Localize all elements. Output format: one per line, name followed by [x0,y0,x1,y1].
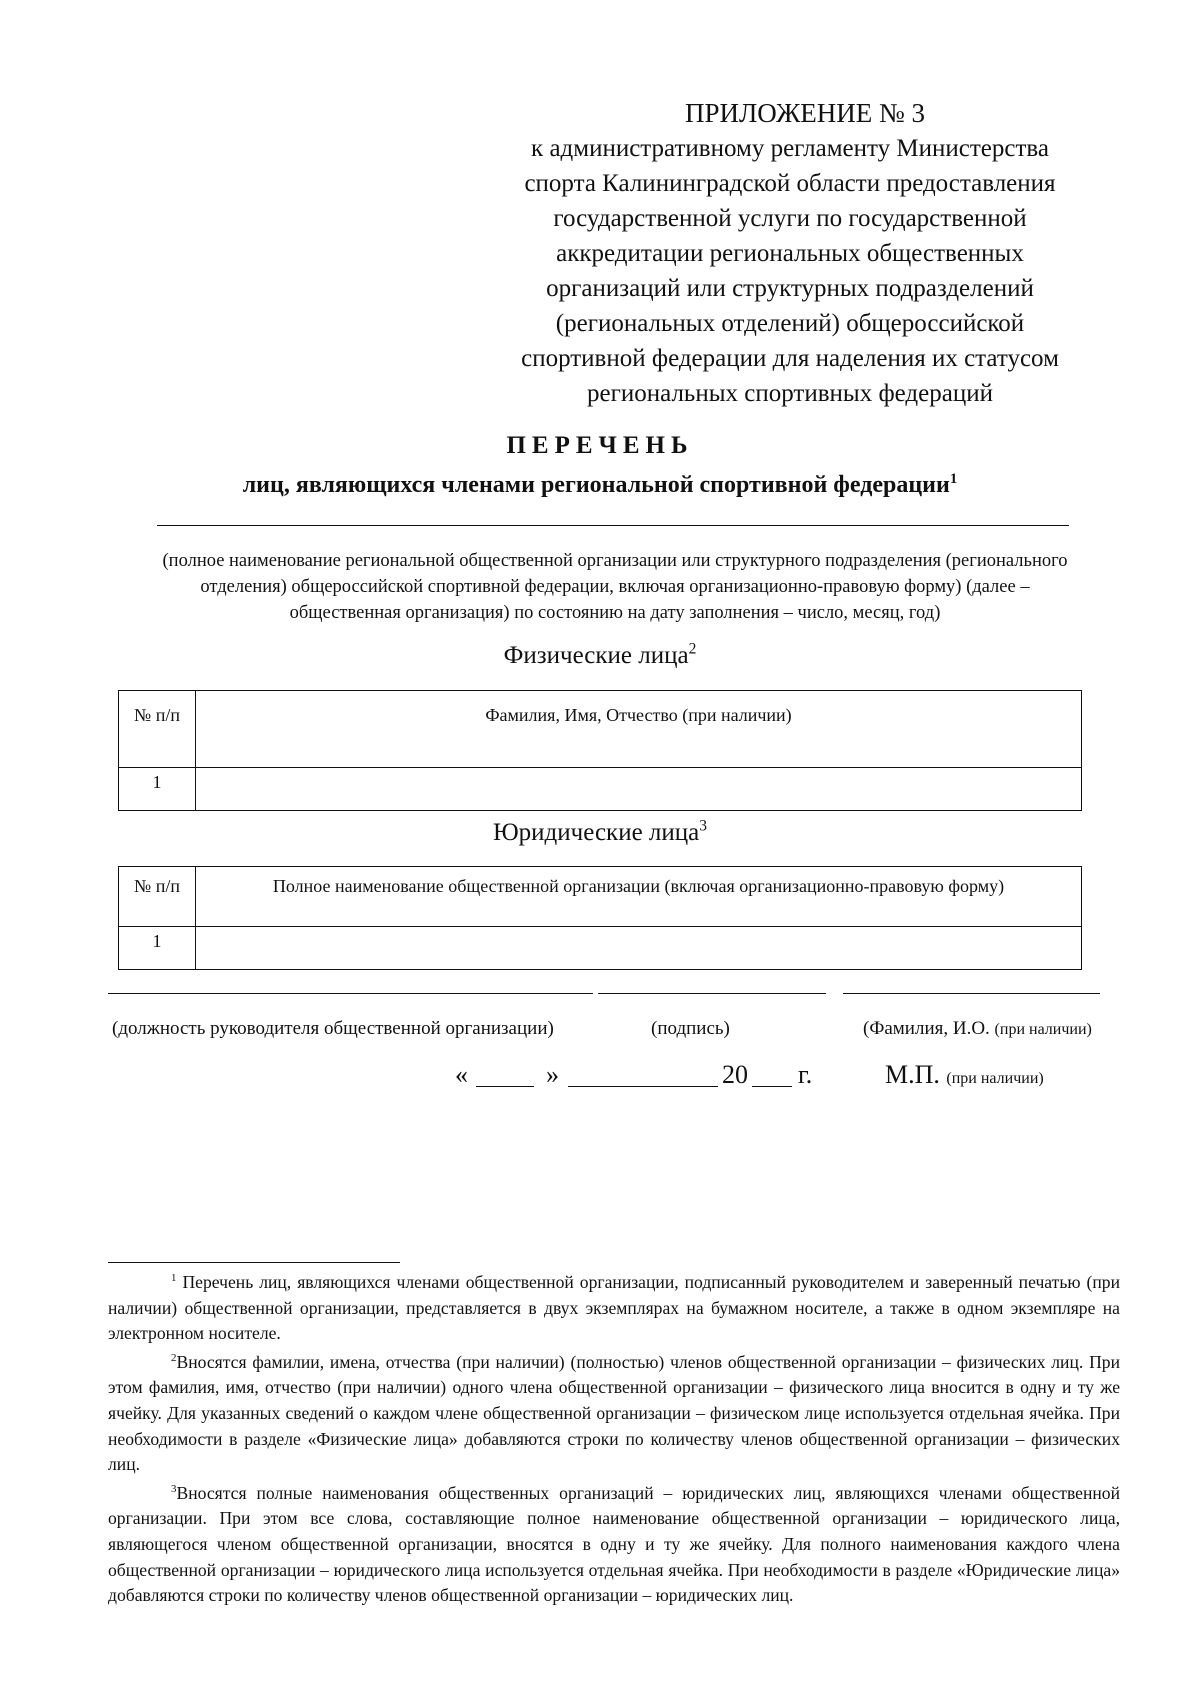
header-cell-name: Полное наименование общественной организации (включая организационно-правовую форму) [196,867,1082,927]
signature-caption: (подпись) [651,1018,730,1039]
date-close-quote: » [546,1060,559,1089]
legal-table [118,866,1082,970]
table-row [119,927,1082,970]
footnote-2 [108,1350,1120,1478]
month-blank [568,1086,718,1087]
full-name-caption-text: (Фамилия, И.О. [863,1018,990,1039]
individuals-heading [100,642,1100,670]
table-header-row [119,867,1082,927]
footnote-1-number: 1 [171,1272,177,1285]
position-line [108,993,593,994]
row-entry-cell[interactable] [196,927,1082,970]
footnotes [108,1270,1120,1609]
footnote-1 [108,1270,1120,1347]
org-name-line [157,525,1069,526]
footnote-ref-2: 2 [688,640,697,658]
header-cell-name: Фамилия, Имя, Отчество (при наличии) [196,691,1082,768]
row-entry-cell[interactable] [196,768,1082,811]
appendix-line: региональных спортивных федераций [587,380,993,407]
appendix-line: (региональных отделений) общероссийской [555,310,1025,337]
date-open-quote: « [455,1060,468,1089]
date-year-suffix: г. [798,1060,813,1089]
footnote-2-number: 2 [171,1351,177,1364]
stamp-text: М.П. [885,1060,940,1089]
stamp-note: (при наличии) [946,1070,1044,1087]
legal-heading-text: Юридические лица [492,819,700,846]
footnote-3-number: 3 [171,1482,177,1495]
full-name-caption-note: (при наличии) [994,1021,1092,1038]
legal-heading [100,819,1100,847]
individuals-heading-text: Физические лица [503,642,689,669]
document-title: ПЕРЕЧЕНЬ [506,432,694,459]
footnote-2-text: Вносятся фамилии, имена, отчества (при наличии) (полностью) членов общественной организации – физических лиц. При этом фамилия, имя, отчество (при наличии) одного члена общественной организации – физического лица вносится в одну и ту же ячейку. Для указанных сведений о каждом члене общественной организации – физическом лице используется отдельная ячейка. При необходимости в разделе «Физические лица» добавляются строки по количеству членов общественной организации – физических лиц. [108,1351,1120,1475]
year-blank [752,1086,792,1087]
org-note-line: отделения) общероссийской спортивной федерации, включая организационно-правовую форму) (далее – [200,577,1030,597]
subtitle-text: лиц, являющихся членами региональной спортивной федерации [242,472,950,498]
individuals-table [118,690,1082,811]
appendix-line: аккредитации региональных общественных [556,240,1024,267]
org-note-line: общественная организация) по состоянию на дату заполнения – число, месяц, год) [289,603,941,623]
row-num-cell: 1 [119,927,196,970]
appendix-line: к административному регламенту Министерства [531,135,1049,162]
footnote-3 [108,1481,1120,1609]
appendix-line: государственной услуги по государственной [553,205,1027,232]
appendix-line: организаций или структурных подразделений [546,275,1034,302]
position-caption: (должность руководителя общественной организации) [112,1018,554,1039]
appendix-line: спорта Калининградской области предоставления [524,170,1056,197]
table-row [119,768,1082,811]
appendix-line: спортивной федерации для наделения их статусом [521,345,1059,372]
row-num-cell: 1 [119,768,196,811]
header-cell-num: № п/п [119,691,196,768]
appendix-block [470,95,1110,411]
date-year-prefix: 20 [722,1060,748,1089]
footnote-1-text: Перечень лиц, являющихся членами общественной организации, подписанный руководителем и заверенный печатью (при наличии) общественной организации, представляется в двух экземплярах на бумажном носителе, а также в одном экземпляре на электронном носителе. [108,1272,1120,1344]
full-name-caption [863,1018,1092,1040]
appendix-heading: ПРИЛОЖЕНИЕ № 3 [684,98,926,128]
table-header-row [119,691,1082,768]
appendix-text [470,131,1110,411]
footnote-ref-1: 1 [949,471,958,487]
signature-line [598,993,826,994]
day-blank [476,1086,534,1087]
stamp-label [885,1060,1044,1090]
footnote-ref-3: 3 [699,817,707,835]
header-cell-num: № п/п [119,867,196,927]
document-subtitle [100,472,1100,499]
footnote-3-text: Вносятся полные наименования общественных организаций – юридических лиц, являющихся членами общественной организации. При этом все слова, составляющие полное наименование общественной организации – юридического лица, являющегося членом общественной организации, вносятся в одну и ту же ячейку. Для полного наименования каждого члена общественной организации – юридического лица используется отдельная ячейка. При необходимости в разделе «Юридические лица» добавляются строки по количеству членов общественной организации – юридических лиц. [108,1482,1120,1606]
footnote-separator [108,1262,400,1263]
org-name-caption [100,548,1130,626]
org-note-line: (полное наименование региональной общественной организации или структурного подразделения (регионального [162,551,1068,571]
full-name-line [843,993,1100,994]
